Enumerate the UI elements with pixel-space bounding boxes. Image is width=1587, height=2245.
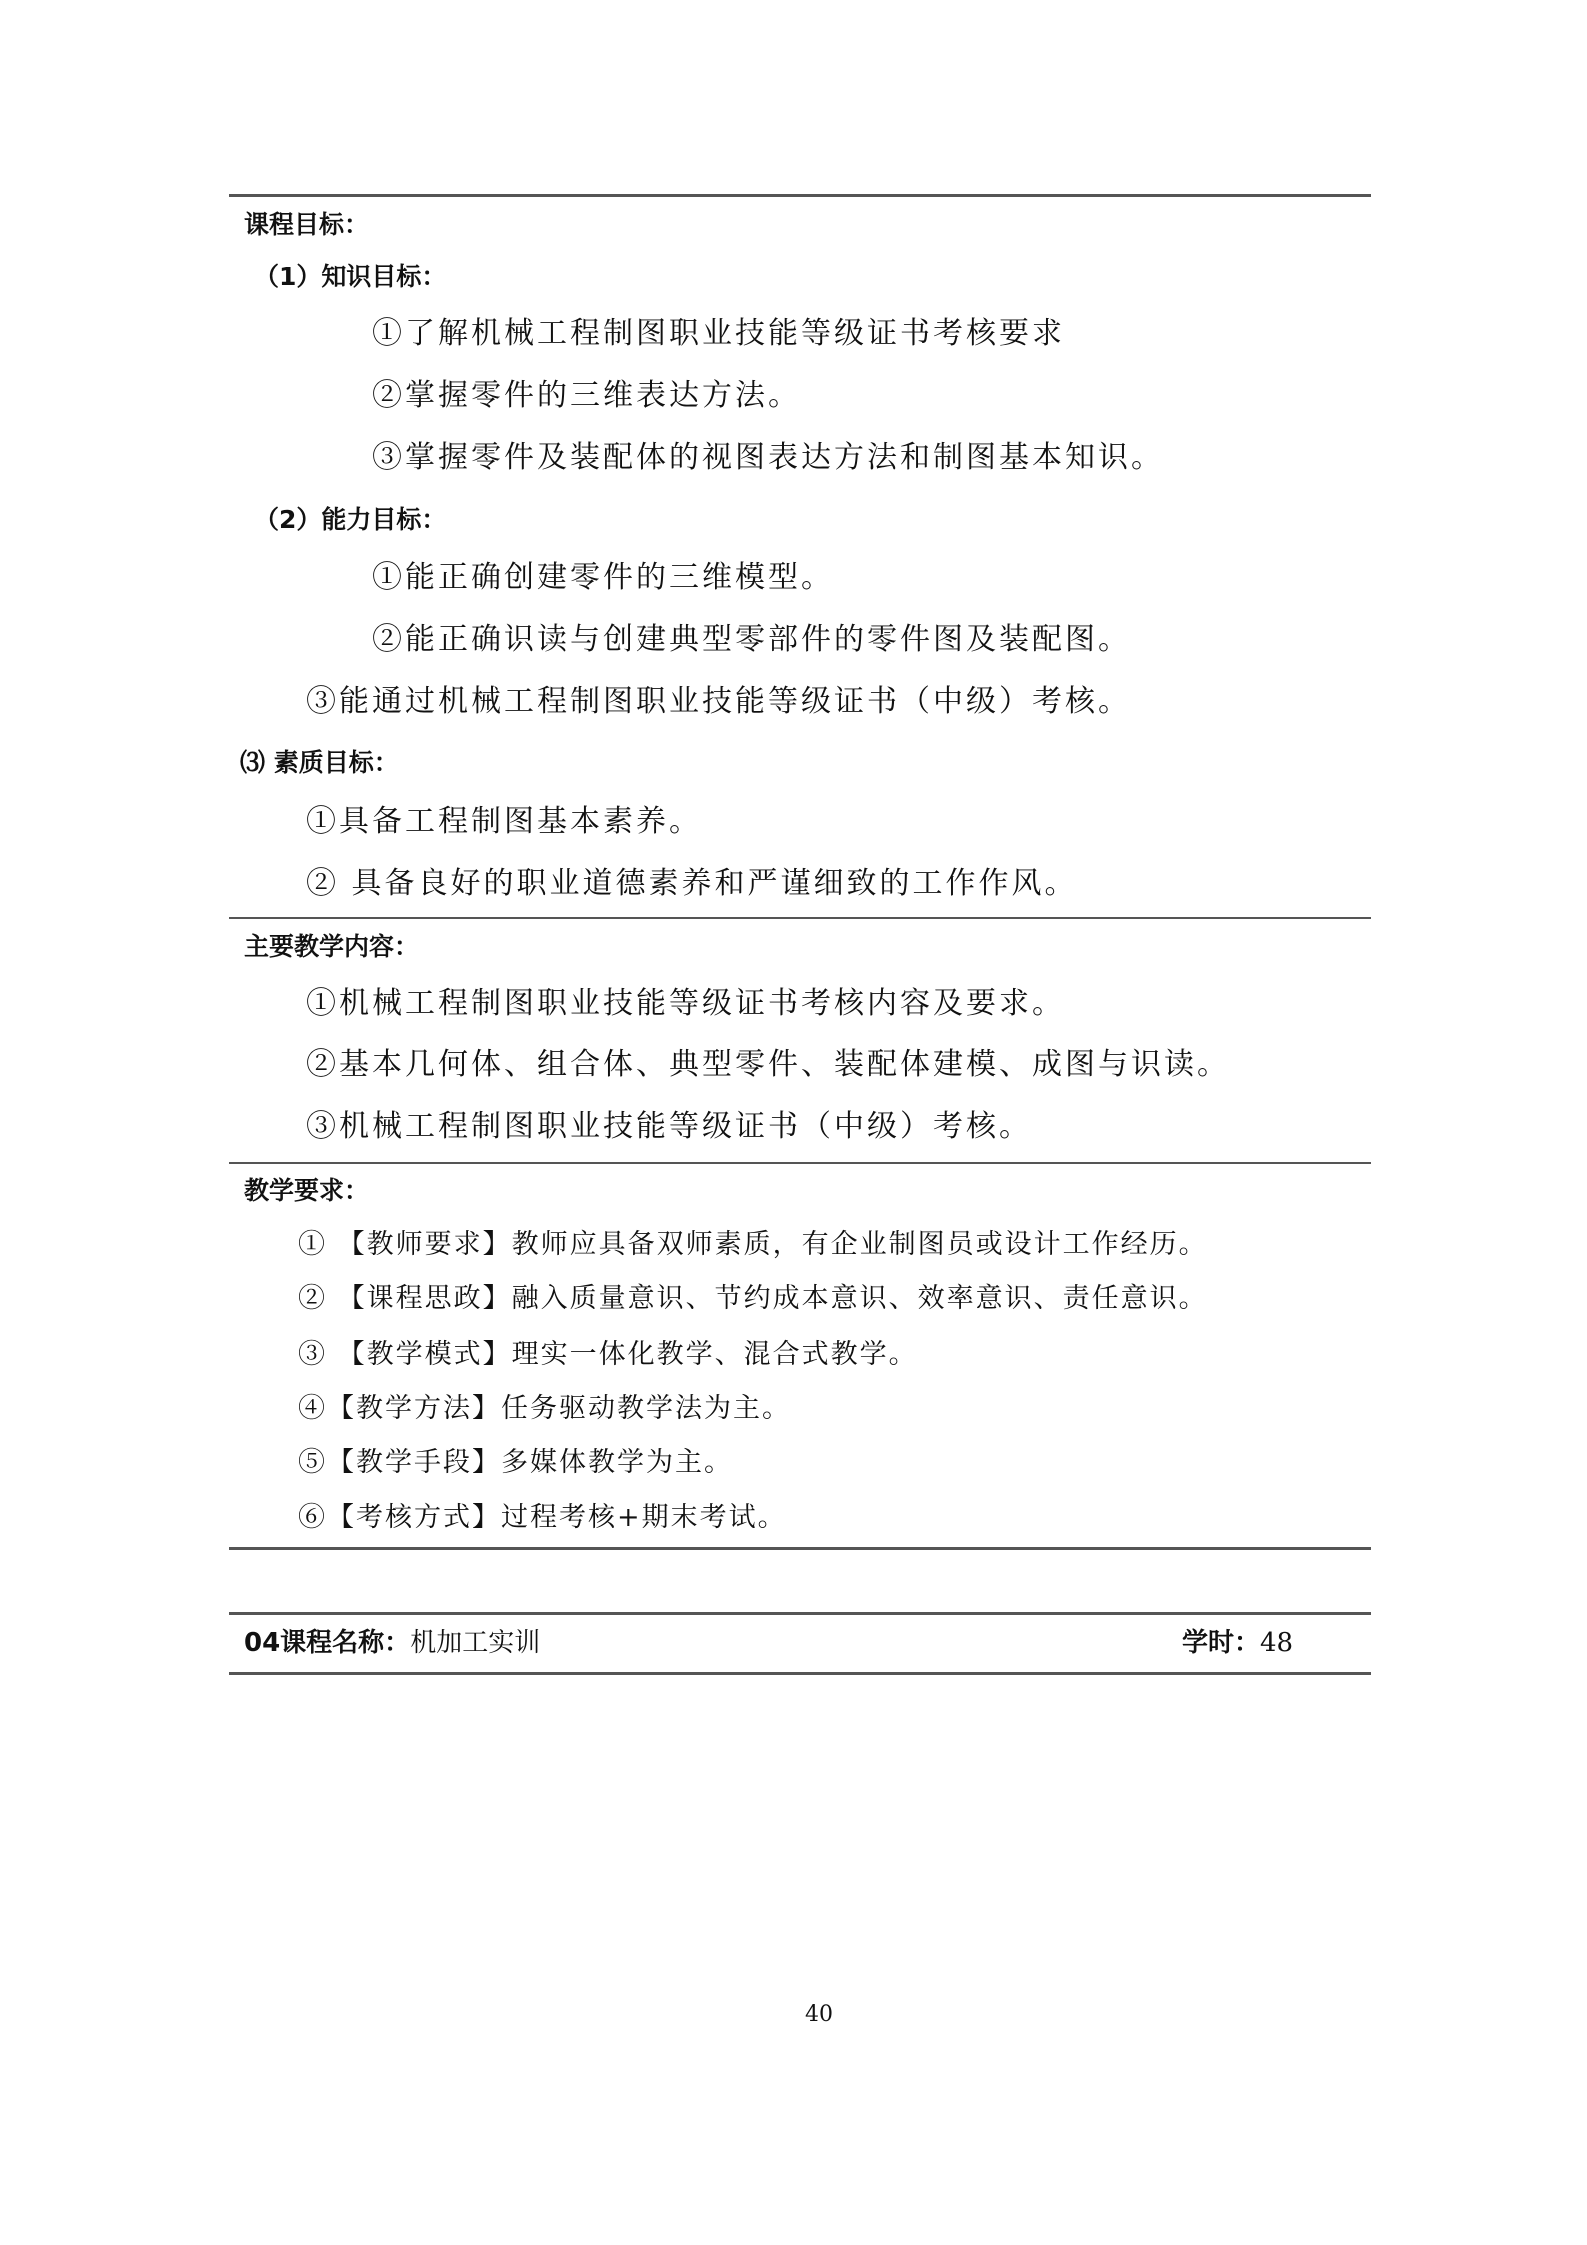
section-divider: [229, 917, 1371, 919]
knowledge-goals-heading: （1）知识目标：: [254, 262, 447, 291]
ability-goals-heading: （2）能力目标：: [254, 505, 447, 534]
section-divider: [229, 1162, 1371, 1164]
main-content-item: ②基本几何体、组合体、典型零件、装配体建模、成图与识读。: [306, 1047, 1230, 1082]
ability-goal-item: ③能通过机械工程制图职业技能等级证书（中级）考核。: [306, 684, 1131, 719]
table-bottom-border: [229, 1547, 1371, 1550]
knowledge-goal-item: ③掌握零件及装配体的视图表达方法和制图基本知识。: [372, 440, 1164, 475]
table-top-border: [229, 194, 1371, 197]
main-content-item: ①机械工程制图职业技能等级证书考核内容及要求。: [306, 986, 1065, 1021]
ability-goal-item: ①能正确创建零件的三维模型。: [372, 560, 834, 595]
knowledge-goal-item: ①了解机械工程制图职业技能等级证书考核要求: [372, 316, 1065, 351]
requirement-item: ⑤【教学手段】多媒体教学为主。: [298, 1447, 733, 1478]
requirement-item: ⑥【考核方式】过程考核+期末考试。: [298, 1502, 787, 1533]
teaching-requirements-heading: 教学要求：: [244, 1176, 370, 1205]
course-goals-heading: 课程目标：: [244, 210, 370, 239]
course-name-label: 04课程名称：: [244, 1628, 411, 1658]
knowledge-goal-item: ②掌握零件的三维表达方法。: [372, 378, 801, 413]
quality-goals-heading: ⑶ 素质目标：: [240, 748, 399, 777]
quality-goal-item: ①具备工程制图基本素养。: [306, 804, 702, 839]
course-name-value: 机加工实训: [410, 1628, 541, 1658]
course-hours-label: 学时：: [1182, 1628, 1261, 1658]
requirement-item: ④【教学方法】任务驱动教学法为主。: [298, 1393, 791, 1424]
quality-goal-item: ② 具备良好的职业道德素养和严谨细致的工作作风。: [306, 866, 1078, 901]
main-content-heading: 主要教学内容：: [244, 932, 420, 961]
next-course-bottom-border: [229, 1672, 1371, 1675]
next-course-name: [244, 1622, 540, 1659]
next-course-top-border: [229, 1612, 1371, 1615]
next-course-hours: [1182, 1622, 1293, 1659]
requirement-item: ① 【教师要求】教师应具备双师素质，有企业制图员或设计工作经历。: [298, 1229, 1208, 1260]
ability-goal-item: ②能正确识读与创建典型零部件的零件图及装配图。: [372, 622, 1131, 657]
page-number: 40: [805, 2002, 833, 2027]
requirement-item: ③ 【教学模式】理实一体化教学、混合式教学。: [298, 1339, 918, 1370]
requirement-item: ② 【课程思政】融入质量意识、节约成本意识、效率意识、责任意识。: [298, 1283, 1208, 1314]
course-hours-value: 48: [1260, 1628, 1294, 1658]
main-content-item: ③机械工程制图职业技能等级证书（中级）考核。: [306, 1109, 1032, 1144]
